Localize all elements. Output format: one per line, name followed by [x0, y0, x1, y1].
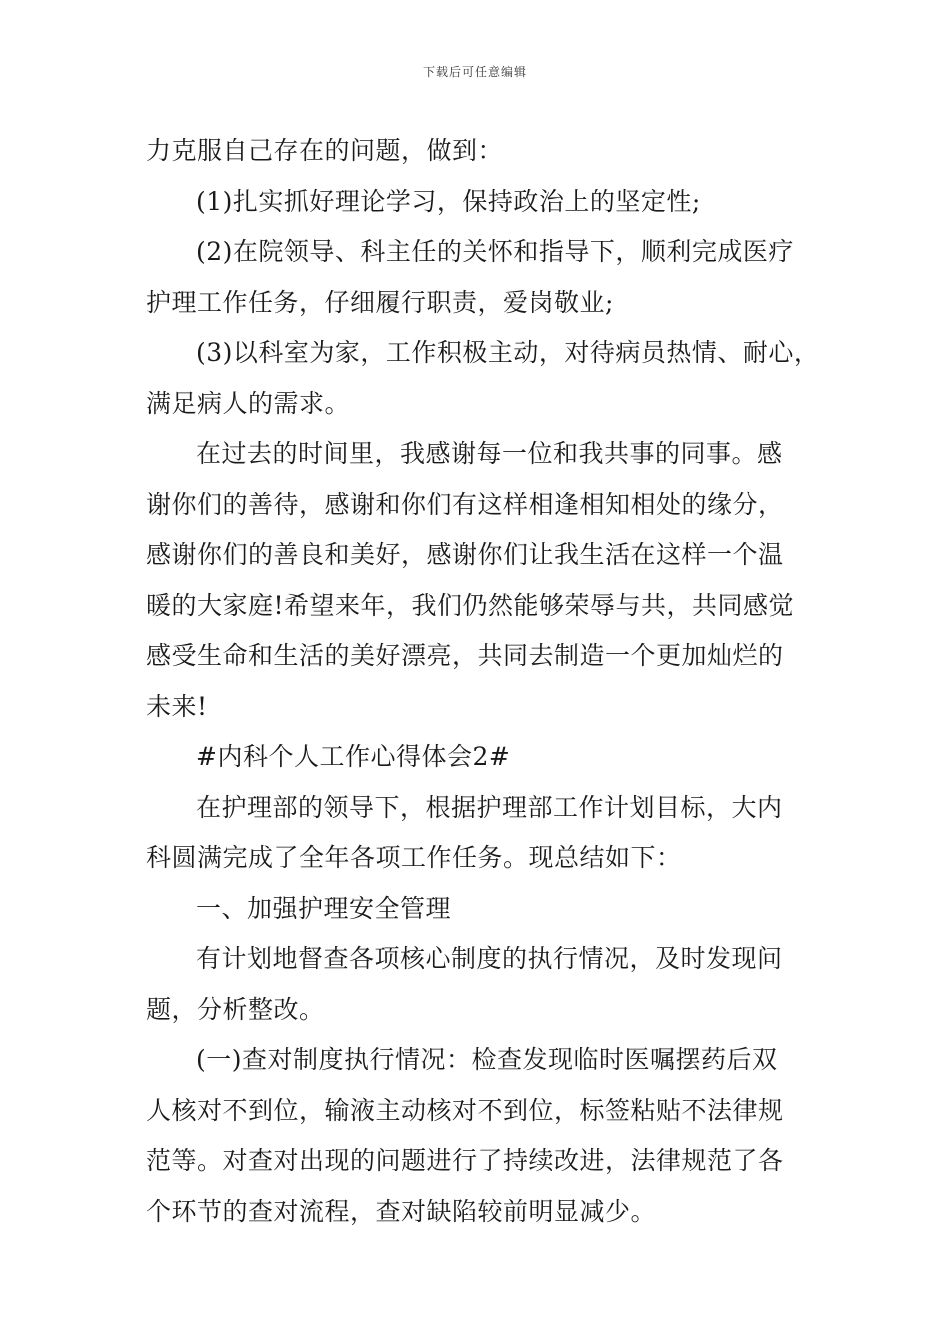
text-line: 感谢你们的善良和美好，感谢你们让我生活在这样一个温 — [146, 540, 784, 569]
text-line: (一)查对制度执行情况：检查发现临时医嘱摆药后双 — [196, 1045, 778, 1074]
text-line: (3)以科室为家，工作积极主动，对待病员热情、耐心， — [196, 338, 820, 367]
text-line: 人核对不到位，输液主动核对不到位，标签粘贴不法律规 — [146, 1095, 784, 1125]
text-line: (1)扎实抓好理论学习，保持政治上的坚定性; — [196, 186, 701, 216]
text-line: 暖的大家庭!希望来年，我们仍然能够荣辱与共，共同感觉 — [146, 590, 795, 620]
subsection-heading: 一、加强护理安全管理 — [196, 893, 452, 923]
text-line: 有计划地督查各项核心制度的执行情况，及时发现问 — [196, 944, 783, 973]
text-line: 护理工作任务，仔细履行职责，爱岗敬业; — [146, 287, 614, 317]
document-body — [146, 126, 820, 1237]
text-line: 题，分析整改。 — [146, 994, 325, 1024]
text-line: 未来! — [146, 691, 208, 721]
text-line: 力克服自己存在的问题，做到： — [146, 136, 504, 165]
page-header: 下载后可任意编辑 — [422, 65, 527, 79]
text-line: 在护理部的领导下，根据护理部工作计划目标，大内 — [196, 792, 783, 822]
section-heading: #内科个人工作心得体会2# — [196, 742, 511, 771]
text-line: 个环节的查对流程，查对缺陷较前明显减少。 — [146, 1196, 657, 1226]
text-line: 谢你们的善待，感谢和你们有这样相逢相知相处的缘分， — [146, 489, 784, 519]
text-line: 科圆满完成了全年各项工作任务。现总结如下： — [146, 843, 682, 872]
text-line: 满足病人的需求。 — [146, 388, 351, 418]
text-line: 感受生命和生活的美好漂亮，共同去制造一个更加灿烂的 — [146, 641, 784, 670]
text-line: (2)在院领导、科主任的关怀和指导下，顺利完成医疗 — [196, 237, 794, 266]
text-line: 在过去的时间里，我感谢每一位和我共事的同事。感 — [196, 439, 783, 468]
text-line: 范等。对查对出现的问题进行了持续改进，法律规范了各 — [146, 1146, 784, 1175]
